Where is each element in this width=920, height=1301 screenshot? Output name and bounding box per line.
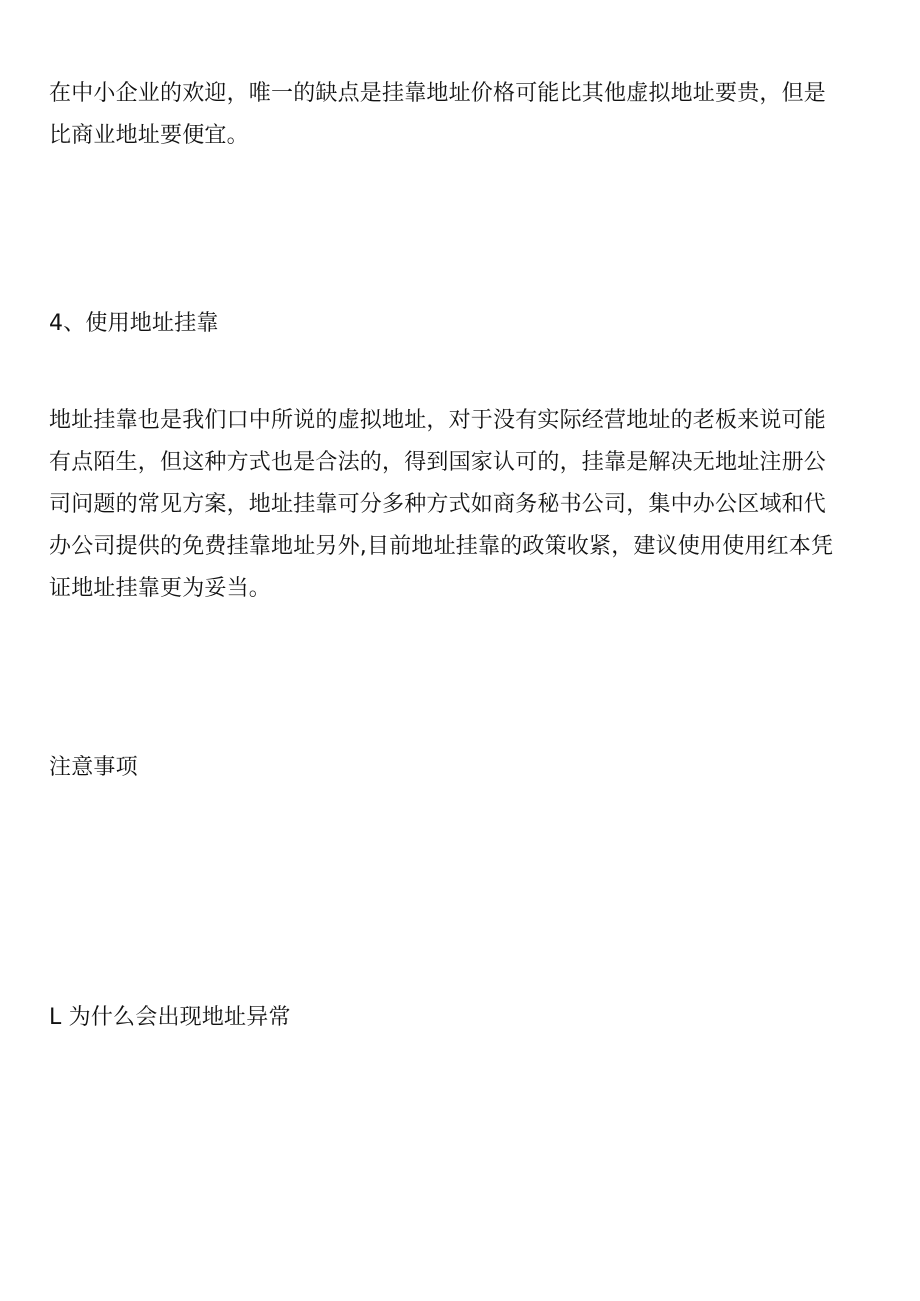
section-4-body (49, 400, 879, 610)
section-4-line-5: 证地址挂靠更为妥当。 (49, 576, 272, 601)
section-4-heading: 4、使用地址挂靠 (49, 311, 219, 336)
intro-paragraph (49, 73, 879, 157)
section-4-line-4: 办公司提供的免费挂靠地址另外,目前地址挂靠的政策收紧，建议使用使用红本凭 (49, 534, 834, 559)
section-4-line-1: 地址挂靠也是我们口中所说的虚拟地址，对于没有实际经营地址的老板来说可能 (49, 408, 827, 433)
address-anomaly-subheading: L 为什么会出现地址异常 (49, 1005, 291, 1030)
section-4-line-2: 有点陌生，但这种方式也是合法的，得到国家认可的，挂靠是解决无地址注册公 (49, 450, 827, 475)
notes-heading: 注意事项 (49, 755, 138, 780)
section-4-line-3: 司问题的常见方案，地址挂靠可分多种方式如商务秘书公司，集中办公区域和代 (49, 492, 827, 517)
intro-line-2: 比商业地址要便宜。 (49, 123, 249, 148)
intro-line-1: 在中小企业的欢迎，唯一的缺点是挂靠地址价格可能比其他虚拟地址要贵，但是 (49, 81, 827, 106)
